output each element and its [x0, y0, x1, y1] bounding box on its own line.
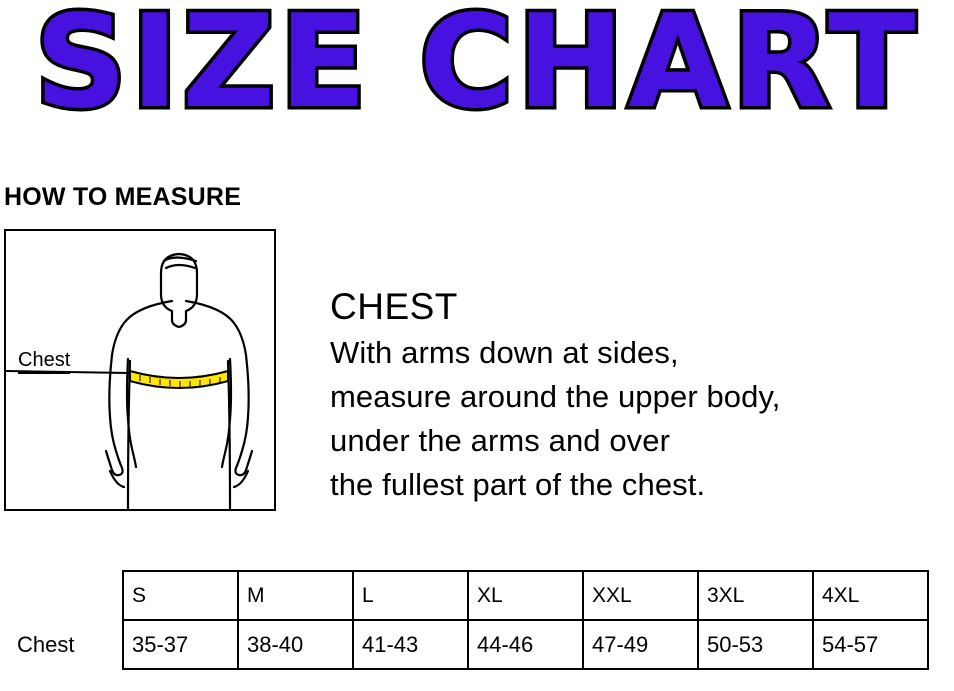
page-title [0, 0, 954, 144]
table-corner-cell [3, 571, 123, 620]
table-header-xl: XL [468, 571, 583, 620]
table-header-3xl: 3XL [698, 571, 813, 620]
description-line: the fullest part of the chest. [330, 467, 706, 503]
description-body [330, 331, 950, 507]
table-header-4xl: 4XL [813, 571, 928, 620]
chest-value-l: 41-43 [353, 620, 468, 669]
tape-measure-highlight [130, 371, 228, 388]
chest-value-m: 38-40 [238, 620, 353, 669]
chest-value-4xl: 54-57 [813, 620, 928, 669]
description-line: under the arms and over [330, 423, 671, 459]
table-header-row [3, 571, 928, 620]
size-chart-table [3, 570, 929, 670]
table-row-label-chest: Chest [17, 631, 75, 657]
table-header-s: S [123, 571, 238, 620]
chest-value-s: 35-37 [123, 620, 238, 669]
chest-value-xl: 44-46 [468, 620, 583, 669]
description-line: With arms down at sides, [330, 335, 679, 370]
table-header-xxl: XXL [583, 571, 698, 620]
description-line: measure around the upper body, [330, 379, 781, 415]
description-heading: CHEST [330, 286, 458, 327]
chest-figure-label: Chest [18, 350, 70, 374]
chest-value-xxl: 47-49 [583, 620, 698, 669]
table-header-l: L [353, 571, 468, 620]
table-row [3, 620, 928, 669]
table-header-m: M [238, 571, 353, 620]
how-to-measure-heading: HOW TO MEASURE [4, 183, 242, 211]
description-block [330, 288, 950, 507]
chest-value-3xl: 50-53 [698, 620, 813, 669]
page-title-text: SIZE CHART [34, 0, 920, 137]
